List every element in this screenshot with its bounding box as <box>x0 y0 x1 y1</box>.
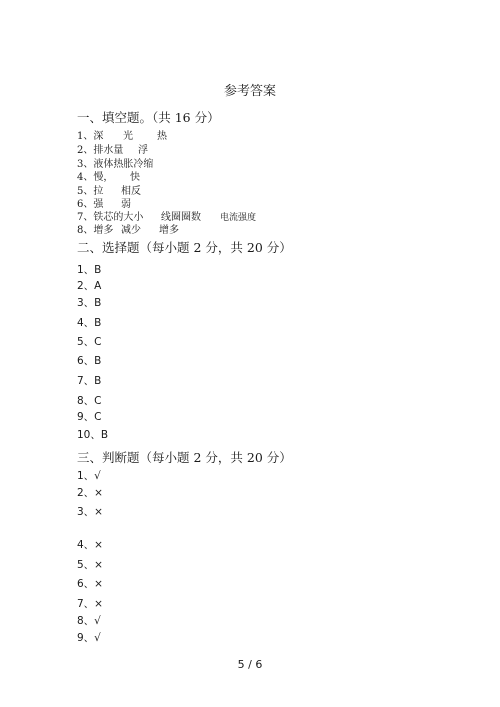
page-number: 5 / 6 <box>237 658 263 671</box>
list-item: 7、B <box>77 375 102 387</box>
answer-part: 电流强度 <box>220 213 257 223</box>
list-item: 8、√ <box>77 615 101 627</box>
list-item: 3、B <box>77 297 102 309</box>
answer-part: 光 <box>123 131 133 142</box>
list-item: 5、× <box>77 559 103 571</box>
answer-part: 6、强 <box>77 199 104 210</box>
section-heading-true-false: 三、判断题（每小题 2 分，共 20 分） <box>77 450 292 465</box>
list-item: 4、B <box>77 317 102 329</box>
list-item <box>77 127 167 142</box>
answer-part: 相反 <box>121 186 141 197</box>
list-item: 6、× <box>77 578 103 590</box>
list-item: 6、B <box>77 355 102 367</box>
answer-part: 线圈圈数 <box>161 212 201 223</box>
answer-part: 弱 <box>121 199 131 210</box>
answer-part: 5、拉 <box>77 186 104 197</box>
answer-part: 快 <box>130 172 140 183</box>
answer-part: 2、排水量 <box>77 145 124 156</box>
answer-part: 1、深 <box>77 131 104 142</box>
list-item: 1、B <box>77 264 102 276</box>
list-item: 2、× <box>77 487 103 499</box>
section-heading-fill-in: 一、填空题。（共 16 分） <box>77 110 220 125</box>
page-title: 参考答案 <box>223 84 276 99</box>
list-item: 4、× <box>77 539 103 551</box>
list-item: 1、√ <box>77 470 101 482</box>
list-item: 2、A <box>77 280 102 292</box>
list-item: 10、B <box>77 429 109 441</box>
list-item: 7、× <box>77 598 103 610</box>
list-item: 9、C <box>77 411 102 423</box>
answer-part: 8、增多 <box>77 225 114 236</box>
list-item <box>77 168 140 183</box>
answer-part: 7、铁芯的大小 <box>77 212 144 223</box>
list-item: 9、√ <box>77 632 101 644</box>
section-heading-multiple-choice: 二、选择题（每小题 2 分，共 20 分） <box>77 240 292 255</box>
answer-part: 4、慢， <box>77 172 114 183</box>
list-item: 5、C <box>77 336 102 348</box>
answer-part: 减少 <box>121 225 141 236</box>
answer-part: 浮 <box>138 145 148 156</box>
list-item: 3、× <box>77 506 103 518</box>
answer-part: 增多 <box>159 225 179 236</box>
answer-part: 热 <box>157 131 167 142</box>
answer-part: 3、液体热胀冷缩 <box>77 159 154 170</box>
list-item <box>77 141 148 156</box>
list-item: 8、C <box>77 395 102 407</box>
list-item <box>77 221 179 236</box>
